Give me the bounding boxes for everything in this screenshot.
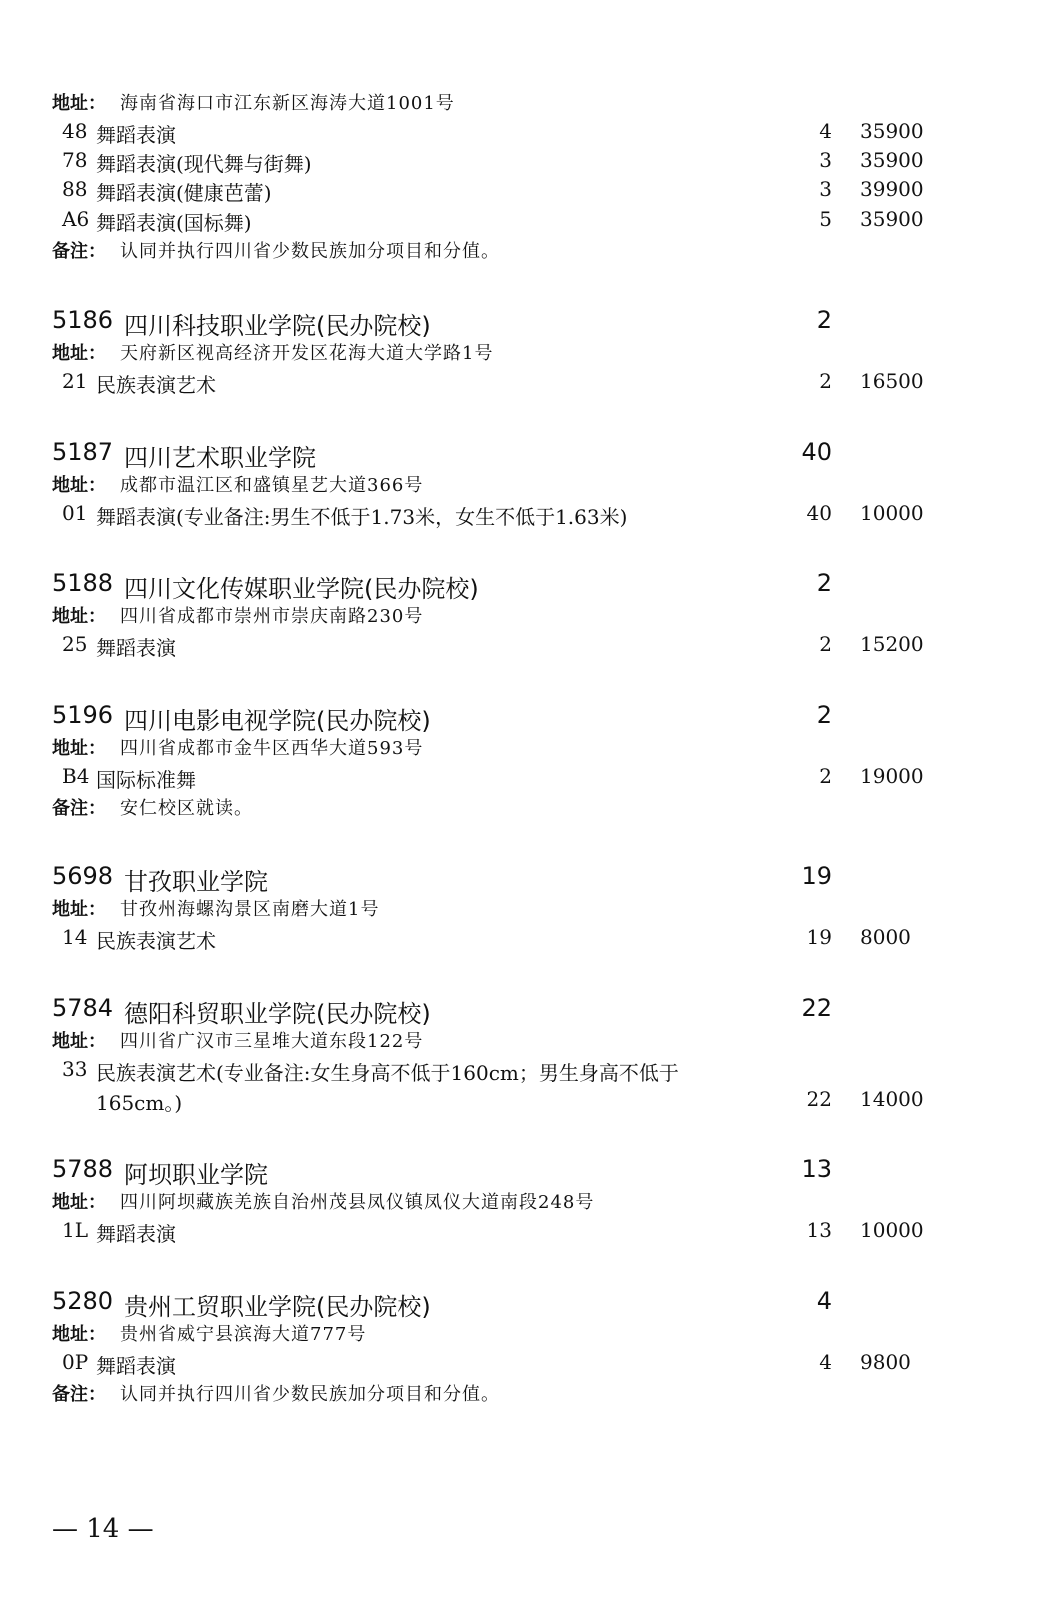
address-label: 地址： (52, 1031, 106, 1052)
program-fee: 35900 (860, 207, 924, 231)
program-code: 25 (62, 632, 88, 656)
program-code: 33 (62, 1057, 88, 1081)
address-value: 四川阿坝藏族羌族自治州茂县凤仪镇凤仪大道南段248号 (120, 1192, 595, 1213)
program-code: 21 (62, 369, 88, 393)
institution-code: 5698 (52, 862, 114, 890)
address-value: 贵州省威宁县滨海大道777号 (120, 1324, 367, 1345)
institution-count: 4 (816, 1287, 832, 1315)
program-count: 2 (819, 764, 832, 788)
address-label: 地址： (52, 343, 106, 364)
program-code: A6 (62, 207, 90, 231)
program-name: 国际标准舞 (96, 768, 196, 792)
institution-name: 四川电影电视学院(民办院校) (124, 707, 431, 735)
program-name: 舞蹈表演 (96, 1222, 176, 1246)
program-fee: 15200 (860, 632, 924, 656)
note-label: 备注： (52, 1384, 106, 1405)
program-fee: 35900 (860, 148, 924, 172)
address-label: 地址： (52, 899, 106, 920)
institution-code: 5196 (52, 701, 114, 729)
program-name: 民族表演艺术 (96, 929, 216, 953)
institution-code: 5188 (52, 569, 114, 597)
address-label: 地址： (52, 1192, 106, 1213)
address-label: 地址： (52, 606, 106, 627)
program-count: 19 (806, 925, 832, 949)
program-count: 5 (819, 207, 832, 231)
note-label: 备注： (52, 798, 106, 819)
institution-count: 2 (816, 701, 832, 729)
program-code: 1L (62, 1218, 89, 1242)
program-name: 民族表演艺术 (96, 373, 216, 397)
program-name: 舞蹈表演 (96, 1354, 176, 1378)
institution-count: 40 (801, 438, 832, 466)
address-value: 天府新区视高经济开发区花海大道大学路1号 (120, 343, 494, 364)
note-value: 认同并执行四川省少数民族加分项目和分值。 (120, 241, 500, 262)
program-name: 民族表演艺术(专业备注:女生身高不低于160cm；男生身高不低于 (96, 1061, 679, 1085)
institution-count: 2 (816, 306, 832, 334)
institution-code: 5186 (52, 306, 114, 334)
address-value: 海南省海口市江东新区海涛大道1001号 (120, 93, 455, 114)
institution-name: 贵州工贸职业学院(民办院校) (124, 1293, 431, 1321)
address-label: 地址： (52, 93, 106, 114)
program-fee: 14000 (860, 1087, 924, 1111)
program-count: 3 (819, 177, 832, 201)
institution-code: 5187 (52, 438, 114, 466)
institution-code: 5784 (52, 994, 114, 1022)
program-name: 舞蹈表演(国标舞) (96, 211, 252, 235)
program-code: 14 (62, 925, 88, 949)
address-label: 地址： (52, 738, 106, 759)
institution-name: 四川科技职业学院(民办院校) (124, 312, 431, 340)
note-value: 认同并执行四川省少数民族加分项目和分值。 (120, 1384, 500, 1405)
program-count: 3 (819, 148, 832, 172)
institution-code: 5280 (52, 1287, 114, 1315)
institution-count: 22 (801, 994, 832, 1022)
program-code: 78 (62, 148, 88, 172)
program-code: B4 (62, 764, 90, 788)
program-count: 4 (819, 1350, 832, 1374)
program-fee: 16500 (860, 369, 924, 393)
program-code: 88 (62, 177, 88, 201)
address-value: 甘孜州海螺沟景区南磨大道1号 (120, 899, 380, 920)
program-count: 40 (806, 501, 832, 525)
program-fee: 10000 (860, 1218, 924, 1242)
note-value: 安仁校区就读。 (120, 798, 253, 819)
address-label: 地址： (52, 475, 106, 496)
program-count: 4 (819, 119, 832, 143)
institution-name: 四川艺术职业学院 (124, 444, 316, 472)
program-name: 舞蹈表演(专业备注:男生不低于1.73米，女生不低于1.63米) (96, 505, 628, 529)
note-label: 备注： (52, 241, 106, 262)
program-count: 2 (819, 632, 832, 656)
program-name-continuation: 165cm。) (96, 1091, 183, 1115)
institution-count: 13 (801, 1155, 832, 1183)
program-name: 舞蹈表演 (96, 123, 176, 147)
program-fee: 35900 (860, 119, 924, 143)
address-value: 四川省广汉市三星堆大道东段122号 (120, 1031, 424, 1052)
program-name: 舞蹈表演 (96, 636, 176, 660)
institution-name: 甘孜职业学院 (124, 868, 268, 896)
address-value: 成都市温江区和盛镇星艺大道366号 (120, 475, 424, 496)
institution-count: 19 (801, 862, 832, 890)
program-code: 0P (62, 1350, 89, 1374)
institution-name: 德阳科贸职业学院(民办院校) (124, 1000, 431, 1028)
program-code: 01 (62, 501, 88, 525)
program-fee: 39900 (860, 177, 924, 201)
institution-code: 5788 (52, 1155, 114, 1183)
program-fee: 8000 (860, 925, 911, 949)
address-value: 四川省成都市崇州市崇庆南路230号 (120, 606, 424, 627)
program-fee: 10000 (860, 501, 924, 525)
page-number: — 14 — (52, 1514, 154, 1544)
program-fee: 19000 (860, 764, 924, 788)
program-name: 舞蹈表演(现代舞与街舞) (96, 152, 312, 176)
institution-name: 四川文化传媒职业学院(民办院校) (124, 575, 479, 603)
address-value: 四川省成都市金牛区西华大道593号 (120, 738, 424, 759)
program-code: 48 (62, 119, 88, 143)
institution-name: 阿坝职业学院 (124, 1161, 268, 1189)
program-count: 13 (806, 1218, 832, 1242)
program-fee: 9800 (860, 1350, 911, 1374)
institution-count: 2 (816, 569, 832, 597)
address-label: 地址： (52, 1324, 106, 1345)
program-name: 舞蹈表演(健康芭蕾) (96, 181, 272, 205)
program-count: 2 (819, 369, 832, 393)
program-count: 22 (806, 1087, 832, 1111)
